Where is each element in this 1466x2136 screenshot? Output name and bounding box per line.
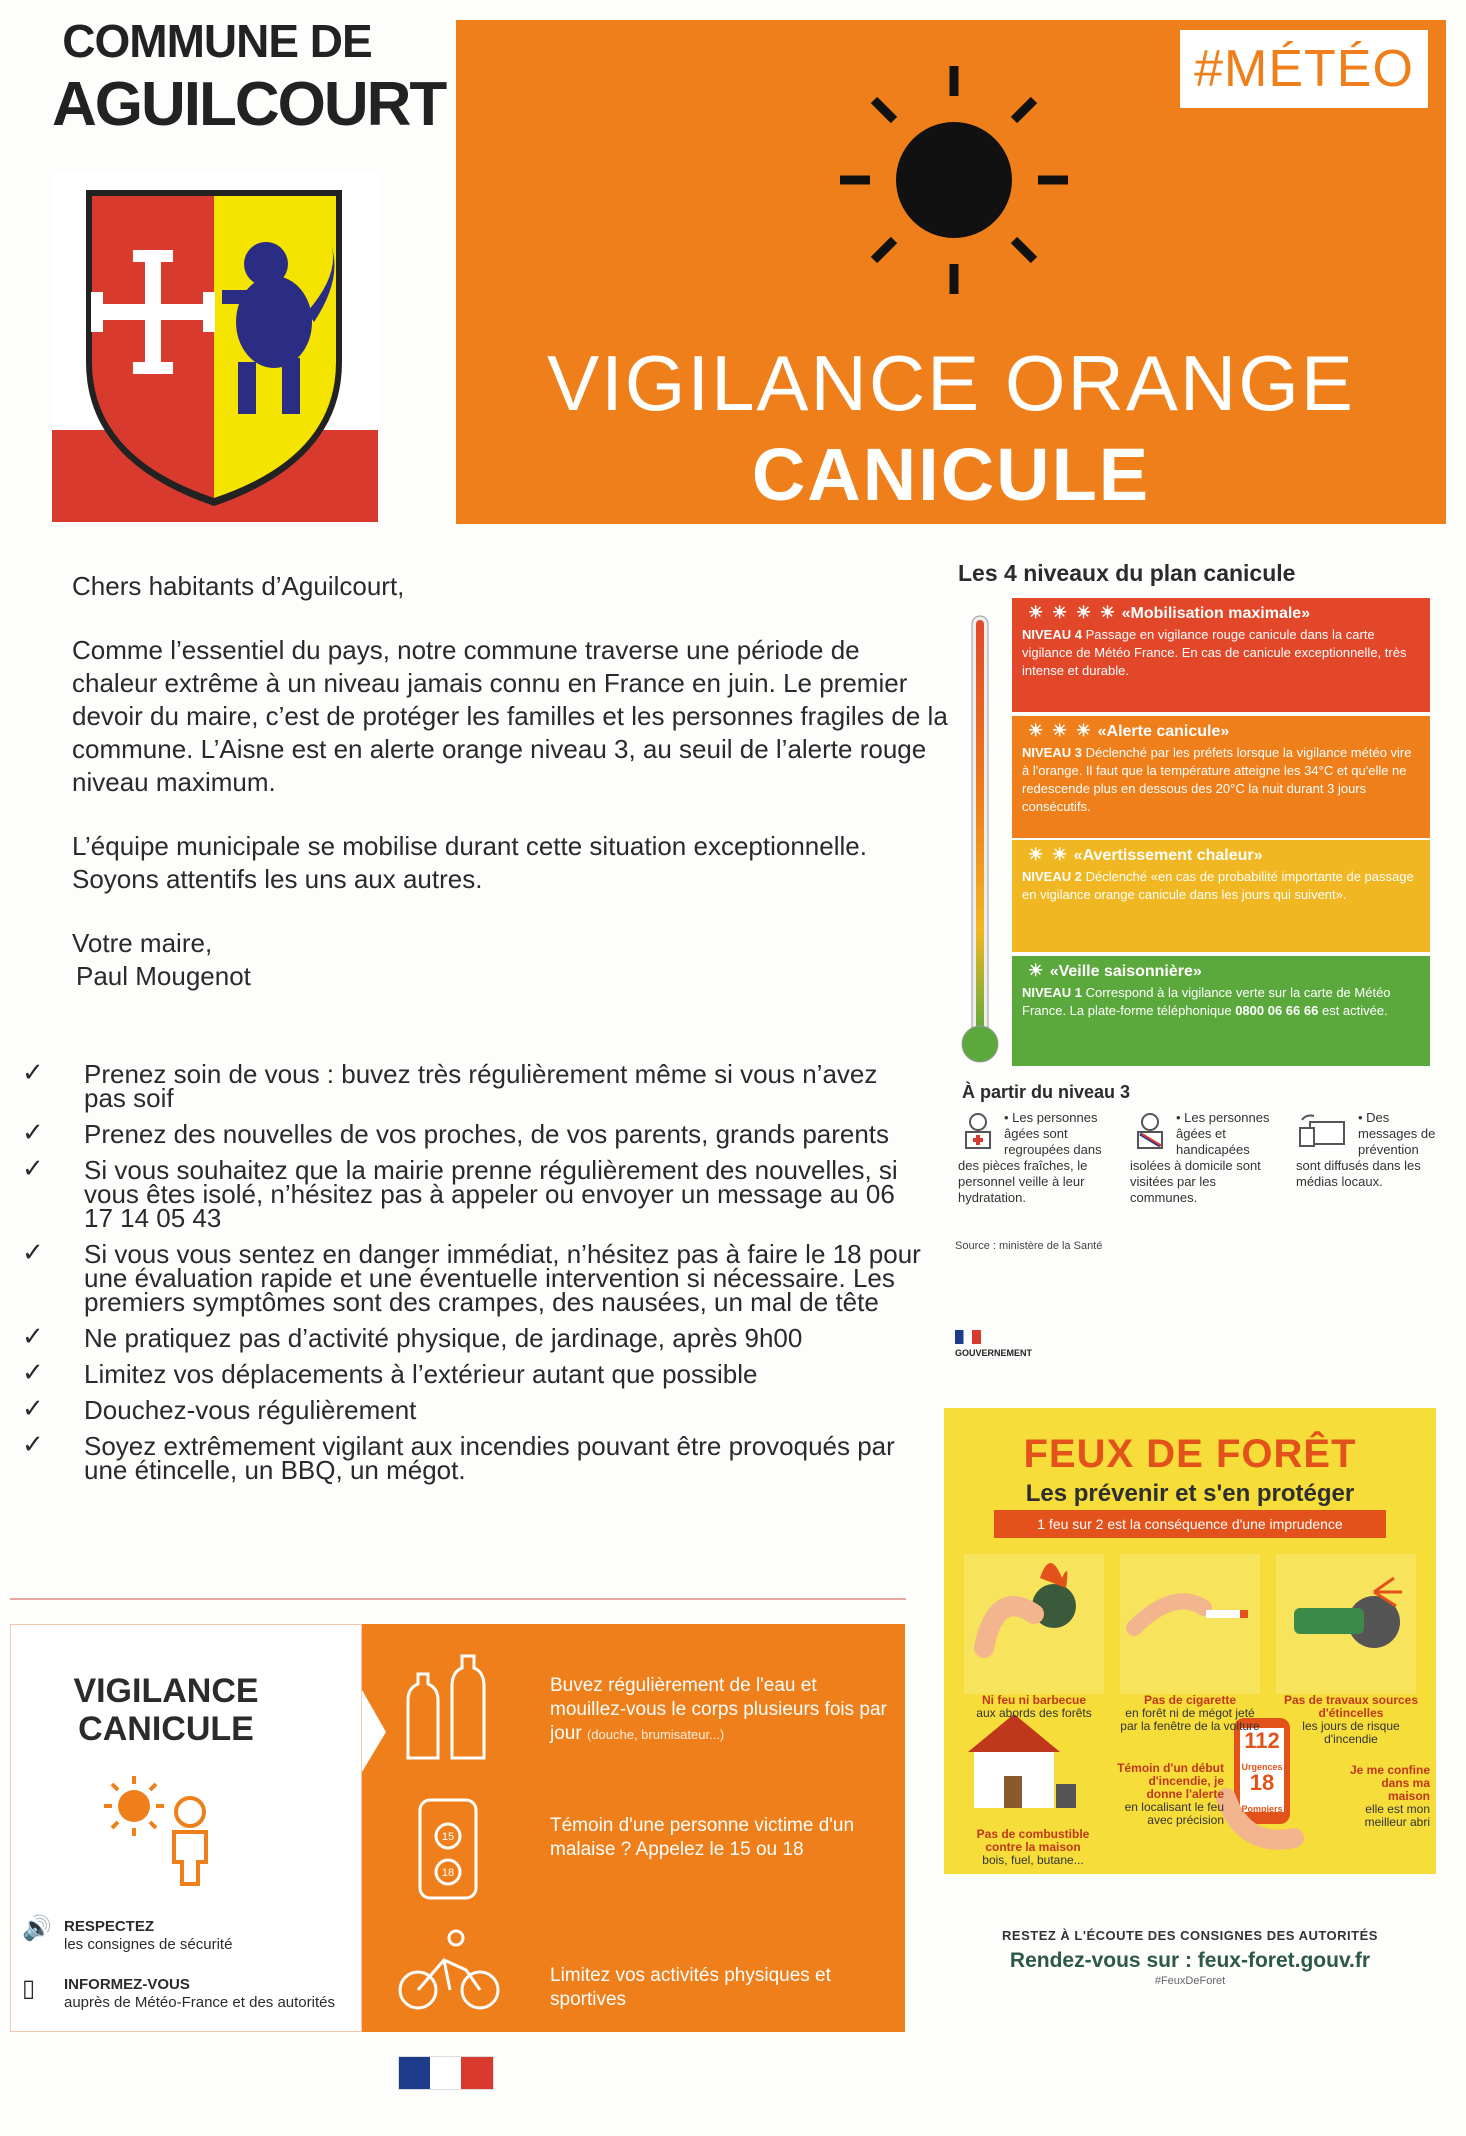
plan-source: Source : ministère de la Santé xyxy=(955,1240,1103,1252)
water-bottles-icon xyxy=(408,1656,484,1758)
check-icon: ✓ xyxy=(22,1237,44,1267)
feux-title: FEUX DE FORÊT xyxy=(1023,1432,1357,1476)
feux-tip: Pas de cigarette en forêt ni de mégot jeté par la fenêtre de la voiture xyxy=(1120,1693,1260,1733)
feux-footer-hashtag: #FeuxDeForet xyxy=(1154,1975,1226,1987)
emergency-number-18: 18 Pompiers xyxy=(1241,1770,1283,1814)
letter-signature-name: Paul Mougenot xyxy=(76,961,251,991)
sun-icon: ☀ ☀ ☀ xyxy=(1028,721,1094,740)
list-item: ✓ Si vous souhaitez que la mairie prenne régulièrement des nouvelles, si vous êtes isolé, n’hésitez pas à appeler ou envoyer un message au 06 17 14 05 43 xyxy=(22,1153,898,1233)
list-item: ✓ Limitez vos déplacements à l’extérieur autant que possible xyxy=(22,1357,758,1389)
plan-level-4: ☀ ☀ ☀ ☀ «Mobilisation maximale» NIVEAU 4 Passage en vigilance rouge canicule dans la carte vigilance de Météo France. En cas de canicule exceptionnelle, très intense et durable. xyxy=(1012,598,1430,712)
feux-tip: Pas de travaux sources d'étincelles les jours de risque d'incendie xyxy=(1283,1693,1419,1746)
marianne-logo xyxy=(398,2056,494,2090)
feux-tip: Témoin d'un début d'incendie, je donne l'alerte en localisant le feu avec précision xyxy=(1117,1761,1224,1827)
from-level-3-item: • Des messages de prévention sont diffusés dans les médias locaux. xyxy=(1296,1110,1436,1189)
check-icon: ✓ xyxy=(22,1429,44,1459)
letter-paragraph-2: L’équipe municipale se mobilise durant cette situation exceptionnelle. Soyons attentifs les uns aux autres. xyxy=(72,831,867,894)
letter-greeting: Chers habitants d’Aguilcourt, xyxy=(72,571,405,601)
sun-icon: ☀ xyxy=(1028,961,1046,980)
sun-person-icon xyxy=(90,1766,230,1886)
speaker-icon: 🔊 xyxy=(22,1914,52,1942)
plan-level-2: ☀ ☀ «Avertissement chaleur» NIVEAU 2 Déclenché «en cas de probabilité importante de passage en vigilance orange canicule dans les jours qui suivent». xyxy=(1012,840,1430,952)
check-icon: ✓ xyxy=(22,1357,44,1387)
from-level-3-title: À partir du niveau 3 xyxy=(962,1082,1131,1102)
house-icon xyxy=(968,1714,1076,1808)
commune-title-line2: AGUILCOURT xyxy=(52,70,446,139)
plan-level-1: ☀ «Veille saisonnière» NIVEAU 1 Correspond à la vigilance verte sur la carte de Météo France. La plate-forme téléphonique 0800 06 66 66 est activée. xyxy=(1012,956,1430,1066)
commune-title xyxy=(52,15,446,139)
french-flag-icon xyxy=(955,1330,981,1344)
smartphone-icon: ▯ xyxy=(22,1974,36,2002)
commune-title-line1: COMMUNE DE xyxy=(62,15,372,67)
canicule-panel-title: VIGILANCE CANICULE xyxy=(73,1672,259,1748)
panel-arrow xyxy=(326,1624,386,2032)
phone-15-18-icon xyxy=(420,1800,476,1898)
canicule-tip-hydratation: Buvez régulièrement de l'eau et mouillez-vous le corps plusieurs fois par jour (douche, brumisateur...) xyxy=(550,1675,887,1744)
sun-icon: ☀ ☀ xyxy=(1028,845,1070,864)
list-item: ✓ Ne pratiquez pas d’activité physique, de jardinage, après 9h00 xyxy=(22,1321,803,1353)
banner-title-vigilance-orange: VIGILANCE ORANGE xyxy=(547,339,1355,427)
divider xyxy=(10,1598,906,1600)
feux-subtitle: Les prévenir et s'en protéger xyxy=(1025,1480,1355,1507)
letter-signature-title: Votre maire, xyxy=(72,928,213,958)
feux-footer-instructions: RESTEZ À L'ÉCOUTE DES CONSIGNES DES AUTORITÉS xyxy=(1002,1928,1378,1943)
feux-tip: Ni feu ni barbecue aux abords des forêts xyxy=(976,1693,1092,1720)
canicule-tip-malaise: Témoin d'une personne victime d'un malaise ? Appelez le 15 ou 18 xyxy=(550,1815,855,1860)
canicule-tip-icons xyxy=(394,1640,514,2020)
check-icon: ✓ xyxy=(22,1057,44,1087)
feux-de-foret-poster xyxy=(944,1408,1436,1874)
num-18: 18 xyxy=(441,1867,455,1879)
nurse-icon xyxy=(958,1110,998,1150)
sun-icon: ☀ ☀ ☀ ☀ xyxy=(1028,603,1118,622)
advice-checklist xyxy=(22,1057,922,1494)
mayor-letter xyxy=(72,570,952,993)
feux-footer-link[interactable]: Rendez-vous sur : feux-foret.gouv.fr xyxy=(1009,1949,1371,1972)
feux-footer xyxy=(944,1928,1436,1987)
gouvernement-logo: GOUVERNEMENT xyxy=(955,1330,1032,1358)
plan-level-3: ☀ ☀ ☀ «Alerte canicule» NIVEAU 3 Déclenché par les préfets lorsque la vigilance météo vire à l'orange. Il faut que la température atteigne les 34°C et qu'elle ne redescende plus en dessous des 20°C la nuit durant 3 jours consécutifs. xyxy=(1012,716,1430,838)
plan-canicule-title: Les 4 niveaux du plan canicule xyxy=(958,560,1296,586)
cyclist-icon xyxy=(400,1931,498,2008)
from-level-3-item: • Les personnes âgées sont regroupées dans des pièces fraîches, le personnel veille à leur hydratation. xyxy=(958,1110,1102,1205)
thermometer-icon xyxy=(958,608,1008,1070)
check-icon: ✓ xyxy=(22,1321,44,1351)
canicule-tip-activites: Limitez vos activités physiques et sportives xyxy=(550,1965,831,2010)
emergency-number-112: 112 Urgences xyxy=(1241,1728,1283,1772)
canicule-info-informez: INFORMEZ-VOUS auprès de Météo-France et des autorités xyxy=(64,1976,335,2011)
sun-icon xyxy=(824,50,1084,310)
num-15: 15 xyxy=(441,1831,455,1843)
list-item: ✓ Soyez extrêmement vigilant aux incendies pouvant être provoqués par une étincelle, un BBQ, un mégot. xyxy=(22,1429,895,1485)
list-item: ✓ Prenez des nouvelles de vos proches, de vos parents, grands parents xyxy=(22,1117,890,1149)
check-icon: ✓ xyxy=(22,1117,44,1147)
letter-paragraph-1: Comme l’essentiel du pays, notre commune traverse une période de chaleur extrême à un niveau jamais connu en France en juin. Le premier devoir du maire, c’est de protéger les familles et les personnes fragiles de la commune. L’Aisne est en alerte orange niveau 3, au seuil de l’alerte rouge niveau maximum. xyxy=(72,635,948,797)
feux-tip: Pas de combustible contre la maison bois, fuel, butane... xyxy=(976,1827,1090,1867)
list-item: ✓ Douchez-vous régulièrement xyxy=(22,1393,417,1425)
phone-number: 0800 06 66 66 xyxy=(1235,1003,1319,1018)
mayor-icon xyxy=(1130,1110,1170,1150)
from-level-3-item: • Les personnes âgées et handicapées isolées à domicile sont visitées par les communes. xyxy=(1130,1110,1270,1205)
check-icon: ✓ xyxy=(22,1153,44,1183)
canicule-info-respectez: RESPECTEZ les consignes de sécurité xyxy=(64,1918,233,1953)
list-item: ✓ Prenez soin de vous : buvez très régulièrement même si vous n’avez pas soif xyxy=(22,1057,878,1113)
coat-of-arms xyxy=(52,172,378,522)
list-item: ✓ Si vous vous sentez en danger immédiat, n’hésitez pas à faire le 18 pour une évaluation rapide et une éventuelle intervention si nécessaire. Les premiers symptômes sont des crampes, des nausées, un mal de tête xyxy=(22,1237,921,1317)
feux-stat: 1 feu sur 2 est la conséquence d'une imprudence xyxy=(994,1510,1386,1538)
crest-shield-icon xyxy=(52,172,378,522)
check-icon: ✓ xyxy=(22,1393,44,1423)
media-icon xyxy=(1296,1110,1352,1150)
banner-title-canicule: CANICULE xyxy=(751,433,1151,516)
feux-tip: Je me confine dans ma maison elle est mon meilleur abri xyxy=(1349,1763,1430,1829)
vigilance-banner xyxy=(456,20,1446,524)
meteo-hashtag: #MÉTÉO xyxy=(1180,30,1428,108)
